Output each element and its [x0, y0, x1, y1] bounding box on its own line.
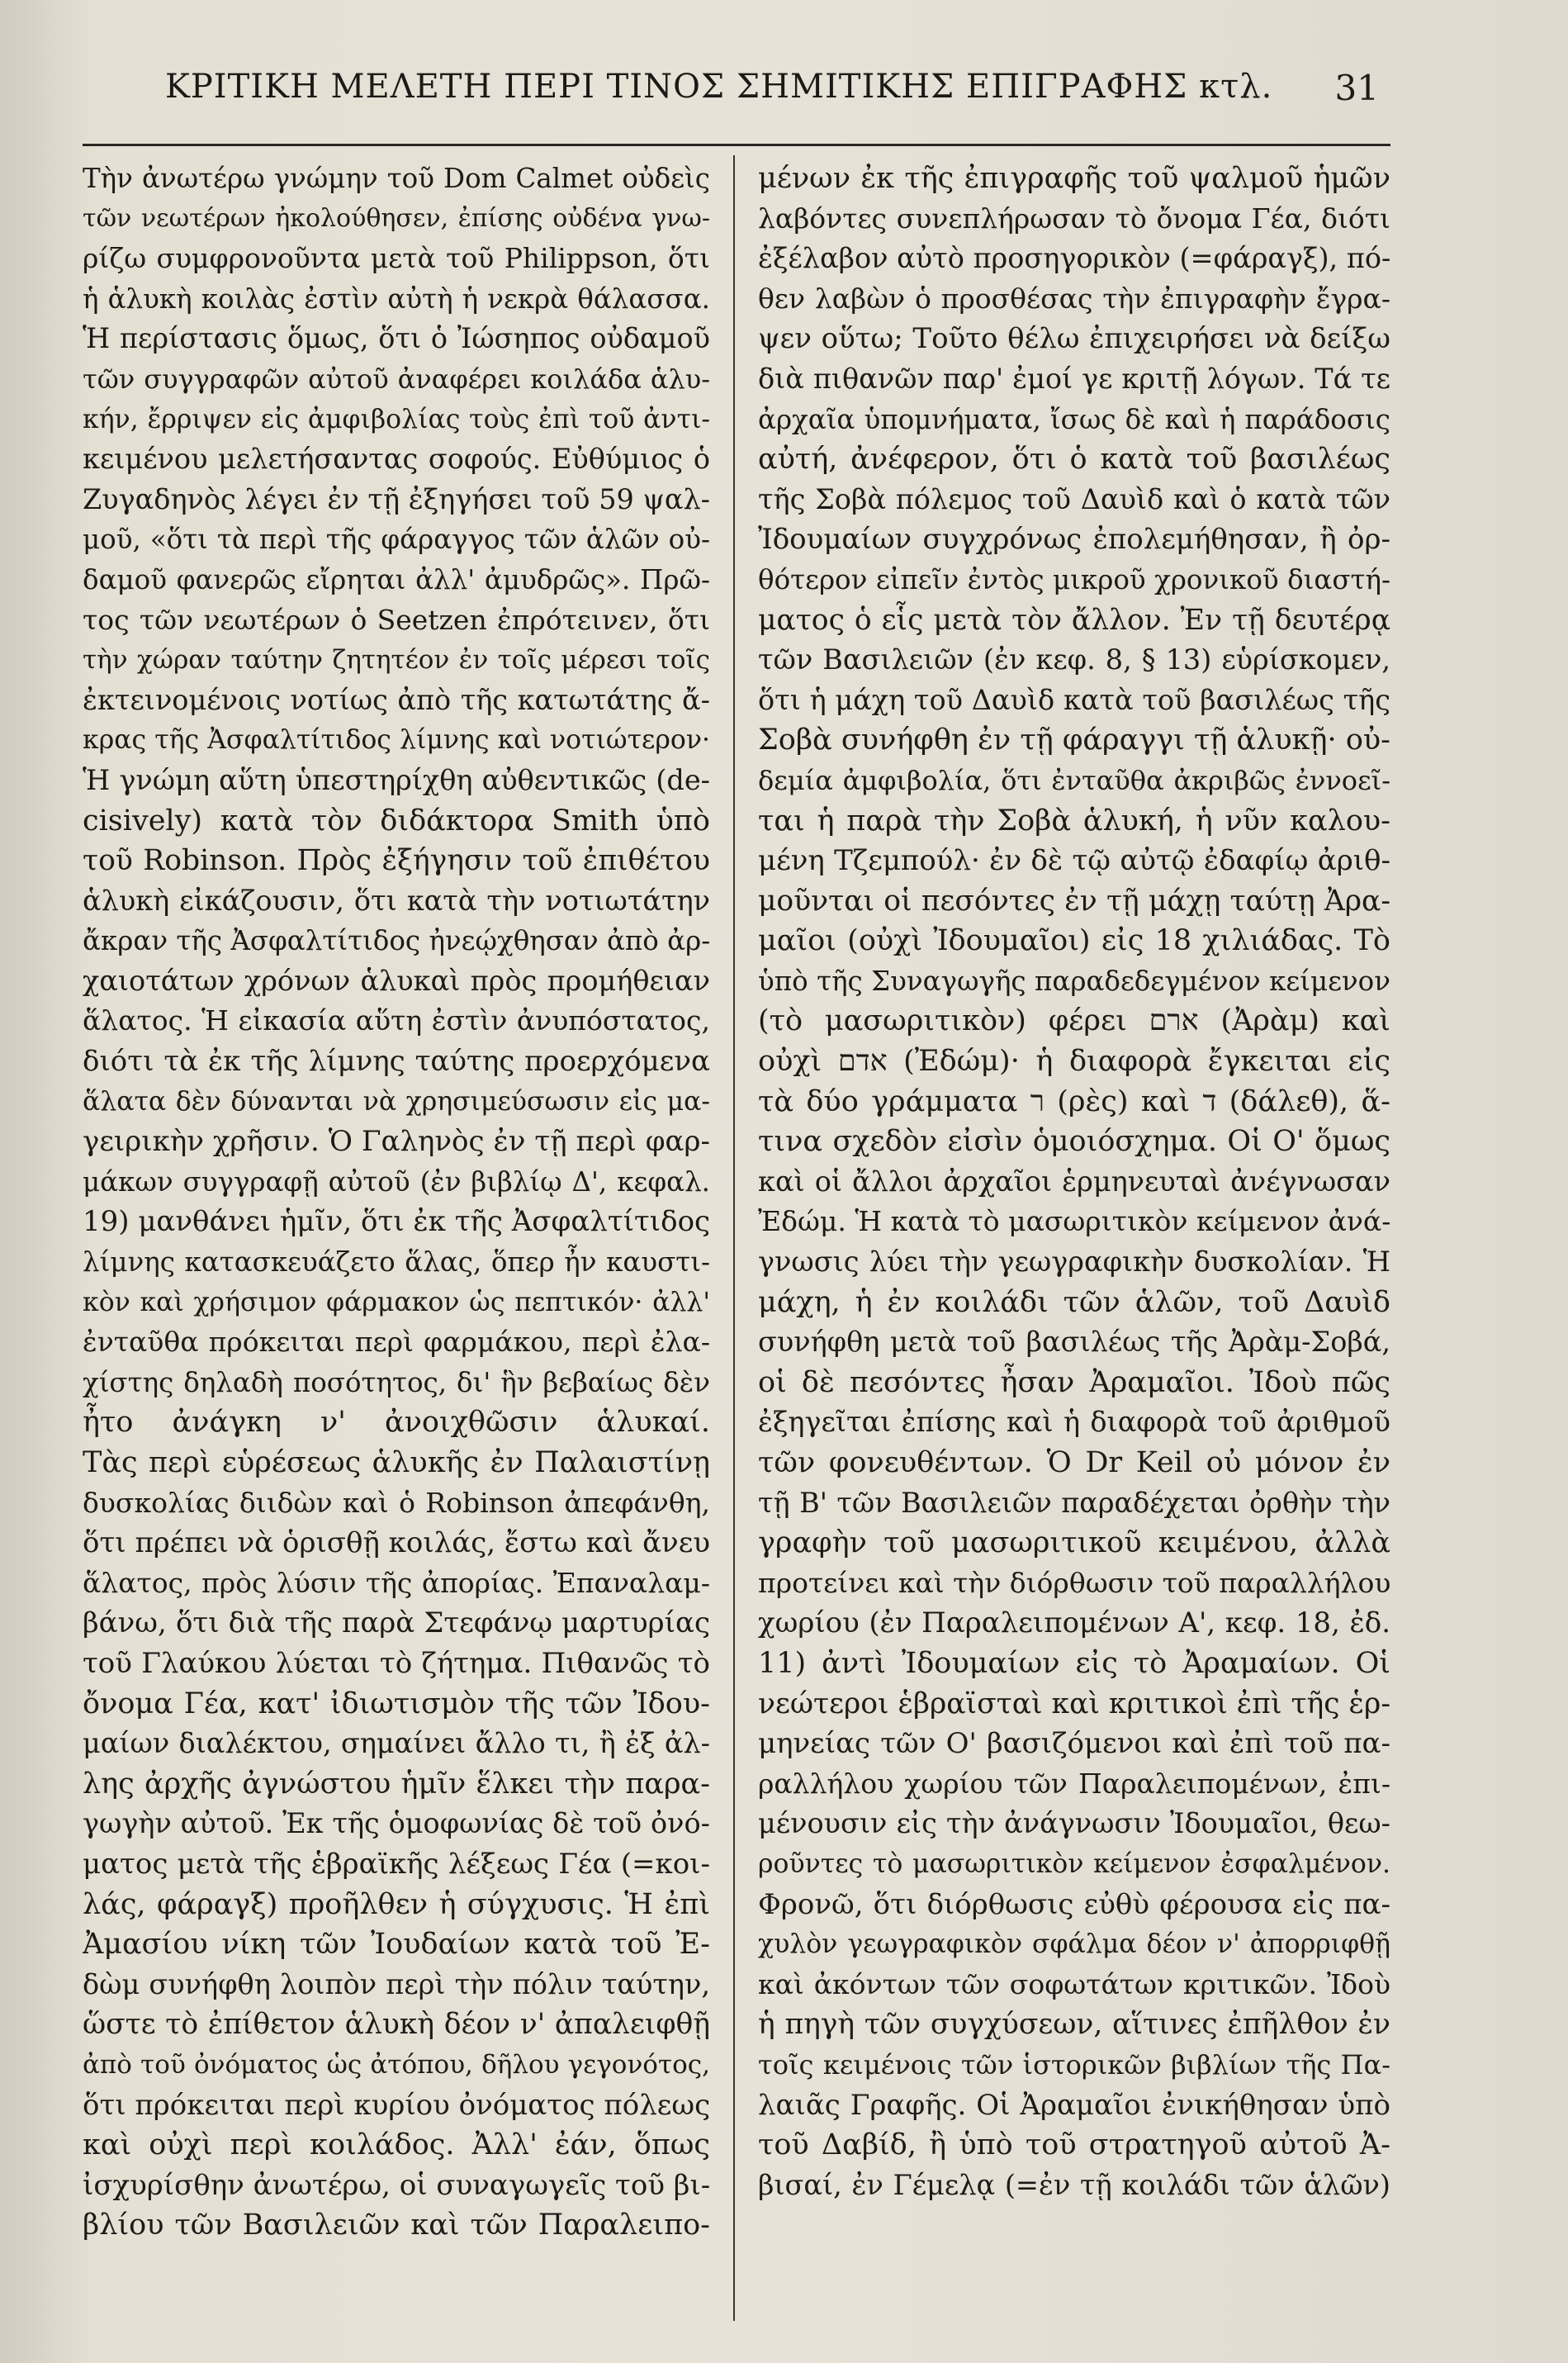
- text-line: ροῦντες τὸ μασωριτικὸν κείμενον ἐσφαλμένον.: [758, 1848, 1390, 1879]
- text-line: ἡ ἁλυκὴ κοιλὰς ἐστὶν αὐτὴ ἡ νεκρὰ θάλασσα.: [83, 282, 710, 315]
- text-line: λίμνης κατασκευάζετο ἅλας, ὅπερ ἦν καυστι-: [83, 1246, 710, 1279]
- text-line: καὶ οὐχὶ περὶ κοιλάδος. Ἀλλ' ἐάν, ὅπως: [83, 2128, 710, 2162]
- text-line: ματος μετὰ τῆς ἑβραϊκῆς λέξεως Γέα (=κοι-: [83, 1847, 710, 1881]
- text-line: 19) μανθάνει ἡμῖν, ὅτι ἐκ τῆς Ἀσφαλτίτιδος: [83, 1205, 710, 1239]
- text-line: τοῦ Robinson. Πρὸς ἐξήγησιν τοῦ ἐπιθέτου: [83, 844, 710, 878]
- right-column: [758, 159, 1390, 2314]
- text-line: τοῦ Δαβίδ, ἢ ὑπὸ τοῦ στρατηγοῦ αὐτοῦ Ἀ-: [758, 2128, 1390, 2162]
- text-line: βλίου τῶν Βασιλειῶν καὶ τῶν Παραλειπο-: [83, 2209, 710, 2242]
- text-line: Ζυγαδηνὸς λέγει ἐν τῇ ἐξηγήσει τοῦ 59 ψαλ-: [83, 482, 710, 515]
- text-line: ὅτι ἡ μάχη τοῦ Δαυὶδ κατὰ τοῦ βασιλέως τῆς: [758, 683, 1390, 716]
- text-line: ρίζω συμφρονοῦντα μετὰ τοῦ Philippson, ὅτι: [83, 242, 710, 275]
- text-line: τῶν νεωτέρων ἠκολούθησεν, ἐπίσης οὐδένα γνω-: [83, 203, 710, 233]
- text-line: διὰ πιθανῶν παρ' ἐμοί γε κριτῇ λόγων. Τά τε: [758, 362, 1390, 395]
- text-line: προτείνει καὶ τὴν διόρθωσιν τοῦ παραλλήλου: [758, 1566, 1390, 1599]
- text-line: τος τῶν νεωτέρων ὁ Seetzen ἐπρότεινεν, ὅτι: [83, 603, 710, 636]
- text-line: γραφὴν τοῦ μασωριτικοῦ κειμένου, ἀλλὰ: [758, 1526, 1390, 1560]
- text-line: μένων ἐκ τῆς ἐπιγραφῆς τοῦ ψαλμοῦ ἡμῶν: [758, 162, 1390, 195]
- text-line: χαιοτάτων χρόνων ἁλυκαὶ πρὸς προμήθειαν: [83, 964, 710, 997]
- text-line: οἱ δὲ πεσόντες ἦσαν Ἀραμαῖοι. Ἰδοὺ πῶς: [758, 1365, 1390, 1399]
- text-line: Ἐδώμ. Ἡ κατὰ τὸ μασωριτικὸν κείμενον ἀνά-: [758, 1205, 1390, 1238]
- text-line: (τὸ μασωριτικὸν) φέρει ארם (Ἀρὰμ) καὶ: [758, 1004, 1390, 1038]
- text-line: μοῦ, «ὅτι τὰ περὶ τῆς φάραγγος τῶν ἁλῶν οὐ-: [83, 524, 710, 556]
- text-line: γειρικὴν χρῆσιν. Ὁ Γαληνὸς ἐν τῇ περὶ φαρ-: [83, 1125, 710, 1159]
- text-line: Ἀμασίου νίκη τῶν Ἰουδαίων κατὰ τοῦ Ἐ-: [83, 1928, 710, 1962]
- text-line: Τὰς περὶ εὑρέσεως ἁλυκῆς ἐν Παλαιστίνῃ: [83, 1446, 710, 1479]
- text-line: καὶ ἀκόντων τῶν σοφωτάτων κριτικῶν. Ἰδοὺ: [758, 1967, 1390, 2000]
- text-line: τῆς Σοβὰ πόλεμος τοῦ Δαυὶδ καὶ ὁ κατὰ τῶν: [758, 482, 1390, 515]
- text-line: ἡ πηγὴ τῶν συγχύσεων, αἵτινες ἐπῆλθον ἐν: [758, 2008, 1390, 2042]
- text-line: ἄκραν τῆς Ἀσφαλτίτιδος ἠνεῴχθησαν ἀπὸ ἀρ-: [83, 925, 710, 957]
- text-line: τοῦ Γλαύκου λύεται τὸ ζήτημα. Πιθανῶς τὸ: [83, 1646, 710, 1680]
- text-line: μένουσιν εἰς τὴν ἀνάγνωσιν Ἰδουμαῖοι, θεω-: [758, 1807, 1390, 1840]
- column-divider: [733, 155, 735, 2321]
- text-line: τὴν χώραν ταύτην ζητητέον ἐν τοῖς μέρεσι τοῖς: [83, 645, 710, 676]
- text-line: γνωσις λύει τὴν γεωγραφικὴν δυσκολίαν. Ἡ: [758, 1246, 1390, 1279]
- text-line: βάνω, ὅτι διὰ τῆς παρὰ Στεφάνῳ μαρτυρίας: [83, 1606, 710, 1640]
- text-line: δυσκολίας διιδὼν καὶ ὁ Robinson ἀπεφάνθη,: [83, 1486, 710, 1519]
- text-line: δεμία ἀμφιβολία, ὅτι ἐνταῦθα ἀκριβῶς ἐννοεῖ-: [758, 764, 1390, 796]
- text-line: ραλλήλου χωρίου τῶν Παραλειπομένων, ἐπι-: [758, 1767, 1390, 1800]
- text-line: δὼμ συνήφθη λοιπὸν περὶ τὴν πόλιν ταύτην,: [83, 1967, 710, 2000]
- text-line: Τὴν ἀνωτέρω γνώμην τοῦ Dom Calmet οὐδεὶς: [83, 163, 710, 194]
- text-line: χωρίου (ἐν Παραλειπομένων Α', κεφ. 18, ἐδ.: [758, 1606, 1390, 1640]
- text-line: λάς, φάραγξ) προῆλθεν ἡ σύγχυσις. Ἡ ἐπὶ: [83, 1887, 710, 1921]
- text-line: κρας τῆς Ἀσφαλτίτιδος λίμνης καὶ νοτιώτερον·: [83, 725, 710, 756]
- text-line: χυλὸν γεωγραφικὸν σφάλμα δέον ν' ἀπορριφθῇ: [758, 1929, 1390, 1960]
- text-line: ἐξηγεῖται ἐπίσης καὶ ἡ διαφορὰ τοῦ ἀριθμοῦ: [758, 1406, 1390, 1439]
- text-line: βισαί, ἐν Γέμελᾳ (=ἐν τῇ κοιλάδι τῶν ἁλῶν): [758, 2168, 1390, 2201]
- text-line: Ἡ γνώμη αὕτη ὑπεστηρίχθη αὐθεντικῶς (de-: [83, 763, 710, 796]
- text-line: τῇ Β' τῶν Βασιλειῶν παραδέχεται ὀρθὴν τὴν: [758, 1486, 1390, 1519]
- text-line: τῶν φονευθέντων. Ὁ Dr Keil οὐ μόνον ἐν: [758, 1446, 1390, 1479]
- text-line: θεν λαβὼν ὁ προσθέσας τὴν ἐπιγραφὴν ἔγρα-: [758, 282, 1390, 315]
- text-line: μηνείας τῶν Ο' βασιζόμενοι καὶ ἐπὶ τοῦ πα-: [758, 1727, 1390, 1761]
- text-line: Ἰδουμαίων συγχρόνως ἐπολεμήθησαν, ἢ ὀρ-: [758, 523, 1390, 557]
- text-line: ἐνταῦθα πρόκειται περὶ φαρμάκου, περὶ ἐλα-: [83, 1326, 710, 1359]
- text-line: γωγὴν αὐτοῦ. Ἐκ τῆς ὁμοφωνίας δὲ τοῦ ὀνό-: [83, 1807, 710, 1840]
- text-line: τοῖς κειμένοις τῶν ἱστορικῶν βιβλίων τῆς Πα-: [758, 2048, 1390, 2081]
- text-line: μοῦνται οἱ πεσόντες ἐν τῇ μάχῃ ταύτῃ Ἀρα-: [758, 884, 1390, 918]
- text-line: ψεν οὕτω; Τοῦτο θέλω ἐπιχειρήσει νὰ δείξω: [758, 322, 1390, 356]
- text-line: ὄνομα Γέα, κατ' ἰδιωτισμὸν τῆς τῶν Ἰδου-: [83, 1687, 710, 1720]
- text-line: μάκων συγγραφῇ αὐτοῦ (ἐν βιβλίῳ Δ', κεφαλ.: [83, 1165, 710, 1198]
- text-line: μαῖοι (οὐχὶ Ἰδουμαῖοι) εἰς 18 χιλιάδας. Τὸ: [758, 924, 1390, 958]
- text-line: μένη Τζεμπούλ· ἐν δὲ τῷ αὐτῷ ἐδαφίῳ ἀριθ-: [758, 844, 1390, 878]
- text-line: ἐξέλαβον αὐτὸ προσηγορικὸν (=φάραγξ), πό-: [758, 242, 1390, 275]
- running-title: ΚΡΙΤΙΚΗ ΜΕΛΕΤΗ ΠΕΡΙ ΤΙΝΟΣ ΣΗΜΙΤΙΚΗΣ ΕΠΙΓΡΑΦΗΣ κτλ.: [165, 68, 1273, 106]
- text-line: ἰσχυρίσθην ἀνωτέρω, οἱ συναγωγεῖς τοῦ βι-: [83, 2168, 710, 2202]
- header-rule: [83, 144, 1390, 146]
- text-line: cisively) κατὰ τὸν διδάκτορα Smith ὑπὸ: [83, 804, 710, 837]
- text-line: οὐχὶ אדם (Ἐδώμ)· ἡ διαφορὰ ἔγκειται εἰς: [758, 1045, 1390, 1079]
- text-line: 11) ἀντὶ Ἰδουμαίων εἰς τὸ Ἀραμαίων. Οἱ: [758, 1646, 1390, 1680]
- text-line: τῶν Βασιλειῶν (ἐν κεφ. 8, § 13) εὑρίσκομεν,: [758, 643, 1390, 676]
- page-header: [165, 68, 1379, 126]
- text-line: ται ἡ παρὰ τὴν Σοβὰ ἁλυκή, ἡ νῦν καλου-: [758, 804, 1390, 837]
- text-line: κὸν καὶ χρήσιμον φάρμακον ὡς πεπτικόν· ἀλλ': [83, 1287, 710, 1317]
- text-line: τὰ δύο γράμματα ר (ρὲς) καὶ ד (δάλεθ), ἅ-: [758, 1084, 1390, 1118]
- text-line: ὥστε τὸ ἐπίθετον ἁλυκὴ δέον ν' ἀπαλειφθῇ: [83, 2008, 710, 2042]
- text-line: νεώτεροι ἑβραϊσταὶ καὶ κριτικοὶ ἐπὶ τῆς ἑρ-: [758, 1687, 1390, 1720]
- text-line: Ἡ περίστασις ὅμως, ὅτι ὁ Ἰώσηπος οὐδαμοῦ: [83, 322, 710, 355]
- text-line: ὅτι πρόκειται περὶ κυρίου ὀνόματος πόλεως: [83, 2088, 710, 2122]
- text-line: κήν, ἔρριψεν εἰς ἀμφιβολίας τοὺς ἐπὶ τοῦ ἀντι-: [83, 404, 710, 434]
- text-line: διότι τὰ ἐκ τῆς λίμνης ταύτης προερχόμενα: [83, 1045, 710, 1079]
- text-line: ὅτι πρέπει νὰ ὁρισθῇ κοιλάς, ἔστω καὶ ἄνευ: [83, 1526, 710, 1560]
- text-line: θότερον εἰπεῖν ἐντὸς μικροῦ χρονικοῦ διαστή-: [758, 563, 1390, 595]
- left-column: [83, 159, 710, 2314]
- text-line: Φρονῶ, ὅτι διόρθωσις εὐθὺ φέρουσα εἰς πα-: [758, 1887, 1390, 1921]
- text-line: κειμένου μελετήσαντας σοφούς. Εὐθύμιος ὁ: [83, 443, 710, 476]
- page-number: 31: [1334, 68, 1379, 108]
- text-line: χίστης δηλαδὴ ποσότητος, δι' ἣν βεβαίως δὲν: [83, 1366, 710, 1398]
- text-line: αὐτή, ἀνέφερον, ὅτι ὁ κατὰ τοῦ βασιλέως: [758, 443, 1390, 477]
- text-line: ἁλυκὴ εἰκάζουσιν, ὅτι κατὰ τὴν νοτιωτάτην: [83, 884, 710, 917]
- text-line: ἐκτεινομένοις νοτίως ἀπὸ τῆς κατωτάτης ἄ-: [83, 683, 710, 716]
- text-line: συνήφθη μετὰ τοῦ βασιλέως τῆς Ἀρὰμ-Σοβά,: [758, 1326, 1390, 1359]
- text-line: λαιᾶς Γραφῆς. Οἱ Ἀραμαῖοι ἐνικήθησαν ὑπὸ: [758, 2088, 1390, 2122]
- text-line: ἦτο ἀνάγκη ν' ἀνοιχθῶσιν ἁλυκαί.: [83, 1406, 710, 1440]
- text-line: ματος ὁ εἷς μετὰ τὸν ἄλλον. Ἐν τῇ δευτέρᾳ: [758, 603, 1390, 637]
- text-line: καὶ οἱ ἄλλοι ἀρχαῖοι ἑρμηνευταὶ ἀνέγνωσαν: [758, 1165, 1390, 1198]
- text-line: τῶν συγγραφῶν αὐτοῦ ἀναφέρει κοιλάδα ἁλυ-: [83, 363, 710, 395]
- text-line: ἀπὸ τοῦ ὀνόματος ὡς ἀτόπου, δῆλου γεγονότος,: [83, 2049, 710, 2080]
- text-line: ὑπὸ τῆς Συναγωγῆς παραδεδεγμένον κείμενον: [758, 965, 1390, 997]
- text-line: μάχη, ἡ ἐν κοιλάδι τῶν ἁλῶν, τοῦ Δαυὶδ: [758, 1285, 1390, 1319]
- text-line: τινα σχεδὸν εἰσὶν ὁμοιόσχημα. Οἱ Ο' ὅμως: [758, 1125, 1390, 1159]
- text-line: Σοβὰ συνήφθη ἐν τῇ φάραγγι τῇ ἁλυκῇ· οὐ-: [758, 724, 1390, 757]
- text-line: λης ἀρχῆς ἀγνώστου ἡμῖν ἕλκει τὴν παρα-: [83, 1767, 710, 1801]
- text-line: ἅλατος, πρὸς λύσιν τῆς ἀπορίας. Ἐπαναλαμ-: [83, 1566, 710, 1599]
- text-line: ἅλατος. Ἡ εἰκασία αὕτη ἐστὶν ἀνυπόστατος,: [83, 1004, 710, 1037]
- text-line: μαίων διαλέκτου, σημαίνει ἄλλο τι, ἢ ἐξ ἀλ-: [83, 1727, 710, 1760]
- text-line: ἅλατα δὲν δύνανται νὰ χρησιμεύσωσιν εἰς μα-: [83, 1086, 710, 1117]
- text-line: ἀρχαῖα ὑπομνήματα, ἴσως δὲ καὶ ἡ παράδοσις: [758, 403, 1390, 435]
- text-line: λαβόντες συνεπλήρωσαν τὸ ὄνομα Γέα, διότι: [758, 202, 1390, 235]
- text-line: δαμοῦ φανερῶς εἴρηται ἀλλ' ἀμυδρῶς». Πρῶ-: [83, 563, 710, 595]
